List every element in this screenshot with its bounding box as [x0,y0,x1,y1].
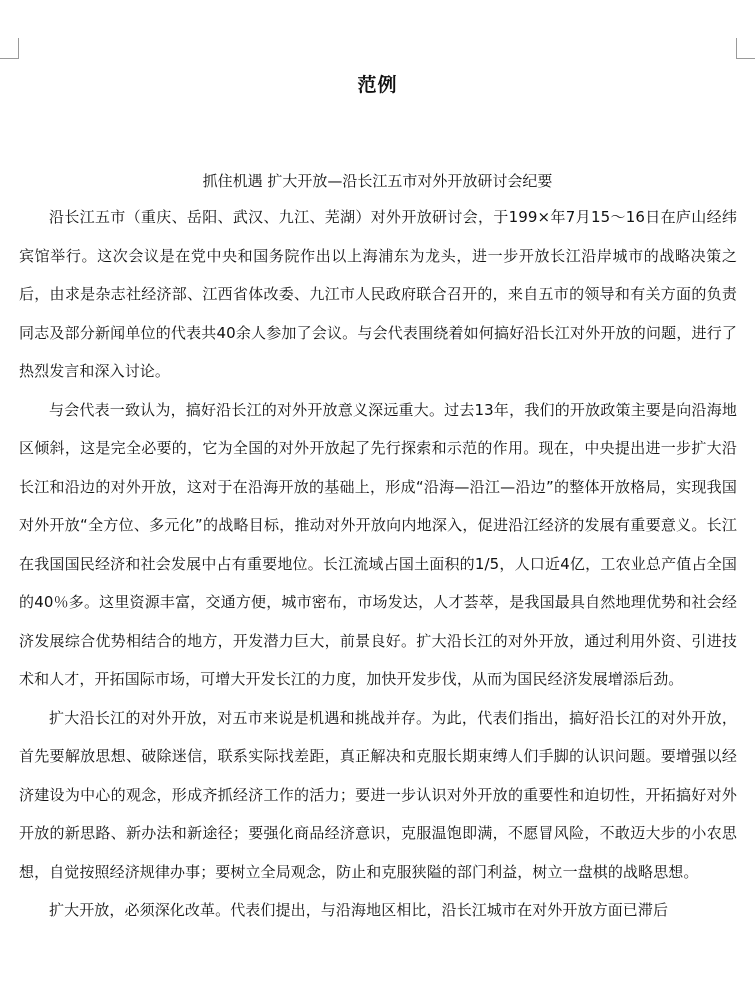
document-heading: 范例 [357,74,398,96]
article-body [19,198,737,930]
paragraph-1: 沿长江五市（重庆、岳阳、武汉、九江、芜湖）对外开放研讨会，于199×年7月15～16日在庐山经纬宾馆举行。这次会议是在党中央和国务院作出以上海浦东为龙头，进一步开放长江沿岸城市的战略决策之后，由求是杂志社经济部、江西省体改委、九江市人民政府联合召开的，来自五市的领导和有关方面的负责同志及部分新闻单位的代表共40余人参加了会议。与会代表围绕着如何搞好沿长江对外开放的问题，进行了热烈发言和深入讨论。 [19,208,737,380]
paragraph-2: 与会代表一致认为，搞好沿长江的对外开放意义深远重大。过去13年，我们的开放政策主要是向沿海地区倾斜，这是完全必要的，它为全国的对外开放起了先行探索和示范的作用。现在，中央提出进一步扩大沿长江和沿边的对外开放，这对于在沿海开放的基础上，形成“沿海—沿江—沿边”的整体开放格局，实现我国对外开放“全方位、多元化”的战略目标，推动对外开放向内地深入，促进沿江经济的发展有重要意义。长江在我国国民经济和社会发展中占有重要地位。长江流域占国土面积的1/5，人口近4亿，工农业总产值占全国的40％多。这里资源丰富，交通方便，城市密布，市场发达，人才荟萃，是我国最具自然地理优势和社会经济发展综合优势相结合的地方，开发潜力巨大，前景良好。扩大沿长江的对外开放，通过利用外资、引进技术和人才，开拓国际市场，可增大开发长江的力度，加快开发步伐，从而为国民经济发展增添后劲。 [19,400,737,688]
paragraph-3: 扩大沿长江的对外开放，对五市来说是机遇和挑战并存。为此，代表们指出，搞好沿长江的对外开放，首先要解放思想、破除迷信，联系实际找差距，真正解决和克服长期束缚人们手脚的认识问题。要增强以经济建设为中心的观念，形成齐抓经济工作的活力；要进一步认识对外开放的重要性和迫切性，开拓搞好对外开放的新思路、新办法和新途径；要强化商品经济意识，克服温饱即满，不愿冒风险，不敢迈大步的小农思想，自觉按照经济规律办事；要树立全局观念，防止和克服狭隘的部门利益，树立一盘棋的战略思想。 [19,708,737,881]
top-left-crop-mark [0,38,19,59]
top-right-crop-mark [736,38,755,59]
article-title: 抓住机遇 扩大开放—沿长江五市对外开放研讨会纪要 [202,172,553,190]
paragraph-4: 扩大开放，必须深化改革。代表们提出，与沿海地区相比，沿长江城市在对外开放方面已滞后 [49,901,669,919]
